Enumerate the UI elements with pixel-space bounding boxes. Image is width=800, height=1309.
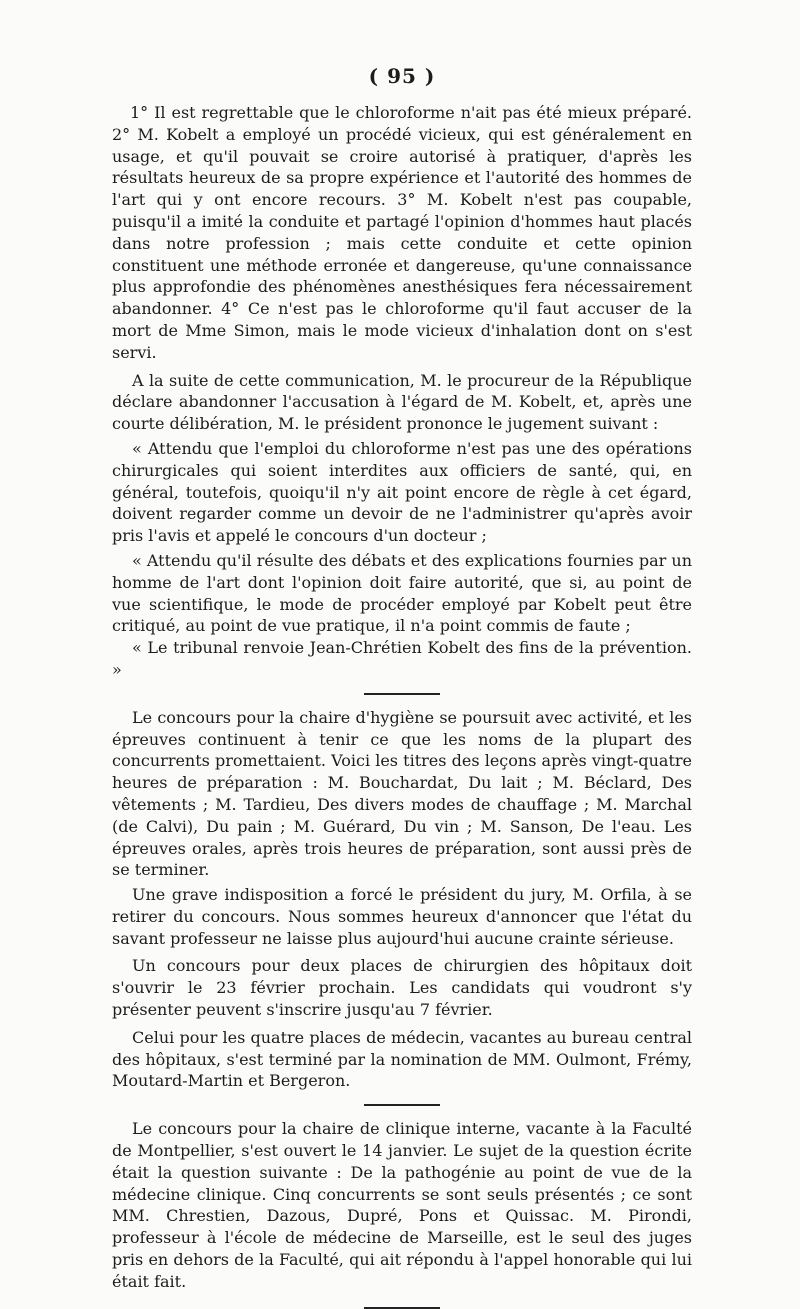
paragraph-verdict: « Le tribunal renvoie Jean-Chrétien Kobelt des fins de la prévention. »: [112, 638, 692, 679]
end-divider: [364, 1307, 440, 1309]
section-divider: [364, 1104, 440, 1106]
paragraph-montpellier: Le concours pour la chaire de clinique interne, vacante à la Faculté de Montpellier, s'est ouvert le 14 janvier. Le sujet de la question écrite était la question suivante : De la pathogénie au point de vue de la médecine clinique. Cinq concurrents se sont seuls présentés ; ce sont MM. Chrestien, Dazous, Dupré, Pons et Quissac. M. Pirondi, professeur à l'école de médecine de Marseille, est le seul des juges pris en dehors de la Faculté, qui ait répondu à l'appel honorable qui lui était fait.: [112, 1119, 692, 1291]
paragraph-chirurgien: Un concours pour deux places de chirurgien des hôpitaux doit s'ouvrir le 23 février prochain. Les candidats qui voudront s'y présenter peuvent s'inscrire jusqu'au 7 février.: [112, 956, 692, 1020]
paragraph-attendu-2: « Attendu qu'il résulte des débats et des explications fournies par un homme de l'art dont l'opinion doit faire autorité, que si, au point de vue scientifique, le mode de procéder employé par Kobelt peut être critiqué, au point de vue pratique, il n'a point commis de faute ;: [112, 550, 692, 636]
paragraph-attendu-1: « Attendu que l'emploi du chloroforme n'est pas une des opérations chirurgicales qui soient interdites aux officiers de santé, qui, en général, toutefois, quoiqu'il n'y ait point encore de règle à cet égard, doivent regarder comme un devoir de ne l'administrer qu'après avoir pris l'avis et appelé le concours d'un docteur ;: [112, 438, 692, 546]
paragraph-concours-hygiene: Le concours pour la chaire d'hygiène se poursuit avec activité, et les épreuves continuent à tenir ce que les noms de la plupart des concurrents promettaient. Voici les titres des leçons après vingt-quatre heures de préparation : M. Bouchardat, Du lait ; M. Béclard, Des vêtements ; M. Tardieu, Des divers modes de chauffage ; M. Marchal (de Calvi), Du pain ; M. Guérard, Du vin ; M. Sanson, De l'eau. Les épreuves orales, après trois heures de préparation, sont aussi près de se terminer.: [112, 707, 692, 880]
paragraph-conclusions: 1° Il est regrettable que le chloroforme n'ait pas été mieux préparé. 2° M. Kobelt a employé un procédé vicieux, qui est généralement en usage, et qu'il pouvait se croire autorisé à pratiquer, d'après les résultats heureux de sa propre expérience et l'autorité des hommes de l'art qui y ont encore recours. 3° M. Kobelt n'est pas coupable, puisqu'il a imité la conduite et partagé l'opinion d'hommes haut placés dans notre profession ; mais cette conduite et cette opinion constituent une méthode erronée et dangereuse, qu'une connaissance plus approfondie des phénomènes anesthésiques fera nécessairement abandonner. 4° Ce n'est pas le chloroforme qu'il faut accuser de la mort de Mme Simon, mais le mode vicieux d'inhalation dont on s'est servi.: [112, 103, 692, 362]
page-number: ( 95 ): [368, 64, 436, 88]
paragraph-procureur: A la suite de cette communication, M. le procureur de la République déclare abandonner l'accusation à l'égard de M. Kobelt, et, après une courte délibération, M. le président prononce le jugement suivant :: [112, 370, 692, 434]
paragraph-medecin: Celui pour les quatre places de médecin, vacantes au bureau central des hôpitaux, s'est terminé par la nomination de MM. Oulmont, Frémy, Moutard-Martin et Bergeron.: [112, 1027, 692, 1091]
paragraph-orfila: Une grave indisposition a forcé le président du jury, M. Orfila, à se retirer du concours. Nous sommes heureux d'annoncer que l'état du savant professeur ne laisse plus aujourd'hui aucune crainte sérieuse.: [112, 885, 692, 948]
section-divider: [364, 693, 440, 695]
